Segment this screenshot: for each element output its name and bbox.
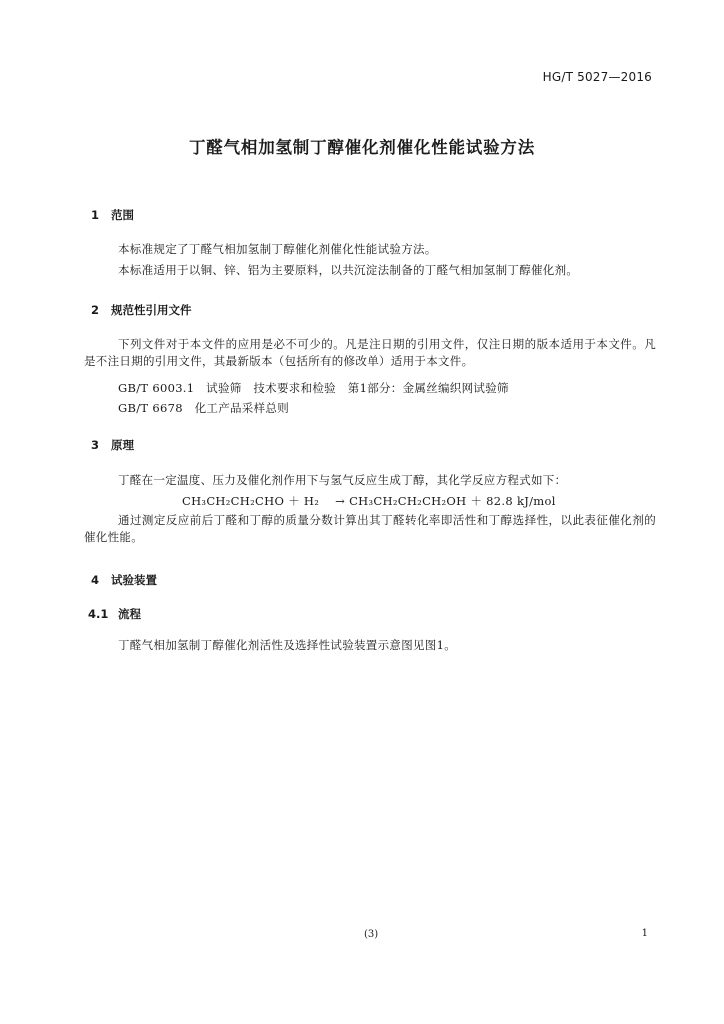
section-3-number: 3 [91,438,100,452]
standard-code: HG/T 5027—2016 [542,70,652,84]
section-4-title: 试验装置 [111,573,157,587]
document-title: 丁醛气相加氢制丁醇催化剂催化性能试验方法 [189,138,535,157]
page-index: 1 [641,928,648,939]
section-4-1-heading [88,606,141,622]
section-2-number: 2 [91,303,100,317]
section-1-paragraph-2: 本标准适用于以铜、锌、铝为主要原料，以共沉淀法制备的丁醛气相加氢制丁醇催化剂。 [118,263,579,277]
chemical-equation [182,493,556,509]
equation-reactants: CH₃CH₂CH₂CHO ＋ H₂ [182,494,320,508]
reference-item: GB/T 6003.1 试验筛 技术要求和检验 第1部分：金属丝编织网试验筛 [118,381,509,395]
section-2-paragraph: 下列文件对于本文件的应用是必不可少的。凡是注日期的引用文件，仅注日期的版本适用于本文件。凡是不注日期的引用文件，其最新版本（包括所有的修改单）适用于本文件。 [84,337,656,368]
section-4-1-title: 流程 [118,607,141,621]
reference-item: GB/T 6678 化工产品采样总则 [118,401,290,415]
section-1-heading [91,207,134,223]
equation-products: CH₃CH₂CH₂CH₂OH ＋ 82.8 kJ/mol [349,494,556,508]
section-3-title: 原理 [111,438,134,452]
section-1-number: 1 [91,208,100,222]
section-3-heading [91,437,134,453]
section-4-1-number: 4.1 [88,607,109,621]
section-1-title: 范围 [111,208,134,222]
section-3-intro: 丁醛在一定温度、压力及催化剂作用下与氢气反应生成丁醇，其化学反应方程式如下： [118,473,567,487]
page-number: (3) [364,929,379,940]
section-4-heading [91,572,157,588]
section-2-heading [91,302,192,318]
section-4-number: 4 [91,573,100,587]
reaction-arrow-icon: → [335,494,346,508]
section-4-1-paragraph: 丁醛气相加氢制丁醇催化剂活性及选择性试验装置示意图见图1。 [118,638,457,652]
section-3-paragraph: 通过测定反应前后丁醛和丁醇的质量分数计算出其丁醛转化率即活性和丁醇选择性，以此表征催化剂的催化性能。 [84,513,656,544]
section-2-title: 规范性引用文件 [111,303,192,317]
section-1-paragraph-1: 本标准规定了丁醛气相加氢制丁醇催化剂催化性能试验方法。 [118,242,437,256]
